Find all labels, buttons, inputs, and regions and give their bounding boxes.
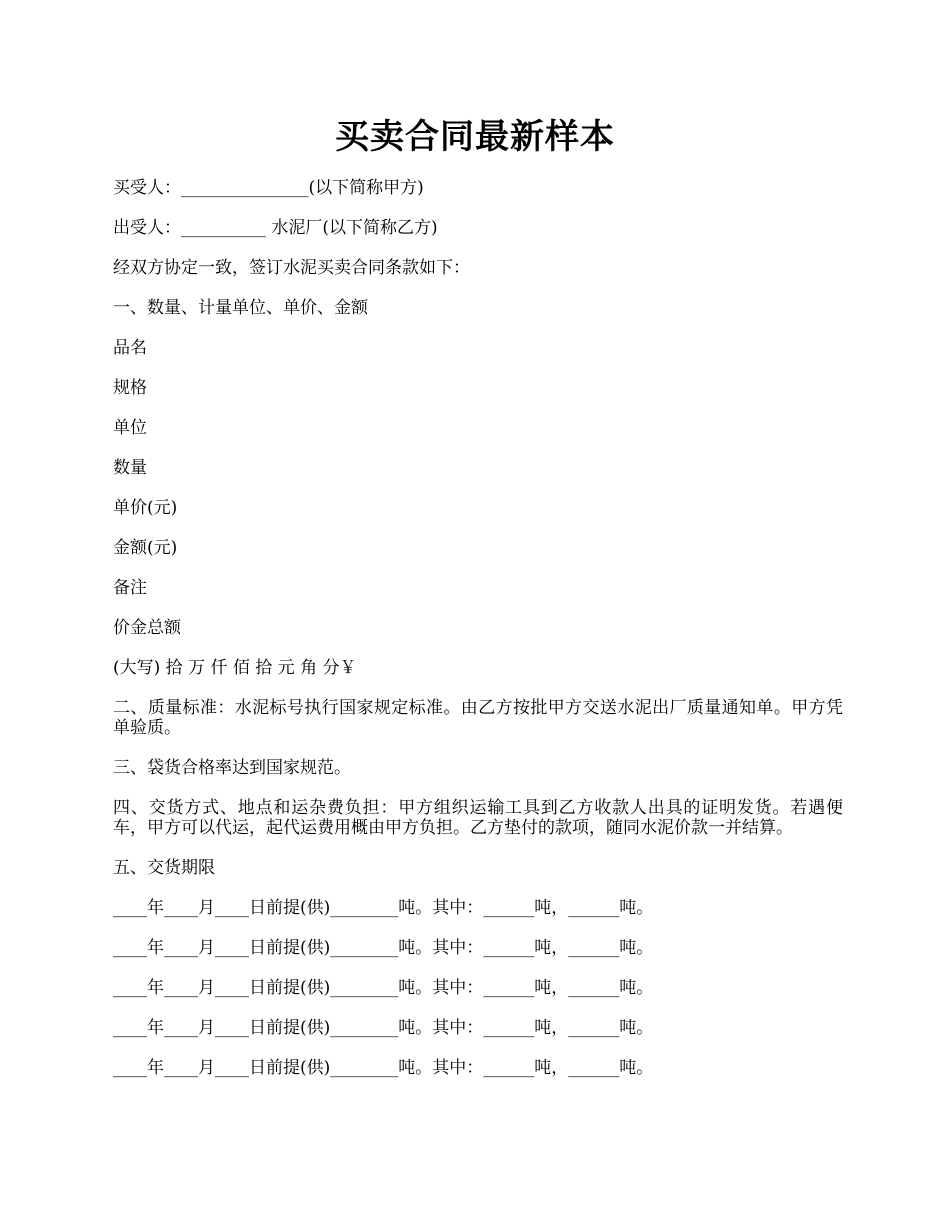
total-in-words-line: (大写) 拾 万 仟 佰 拾 元 角 分￥ bbox=[113, 658, 357, 678]
section-quality-standard: 二、质量标准：水泥标号执行国家规定标准。由乙方按批甲方交送水泥出厂质量通知单。甲方凭单验质。 bbox=[113, 698, 843, 738]
field-product-name: 品名 bbox=[113, 338, 147, 358]
document-title: 买卖合同最新样本 bbox=[335, 117, 615, 157]
section-delivery-method: 四、交货方式、地点和运杂费负担：甲方组织运输工具到乙方收款人出具的证明发货。若遇便车，甲方可以代运，起代运费用概由甲方负担。乙方垫付的款项，随同水泥价款一并结算。 bbox=[113, 798, 843, 838]
delivery-schedule-line: ____年____月____日前提(供)________吨。其中：______吨，______吨。 bbox=[113, 1018, 654, 1038]
delivery-schedule-line: ____年____月____日前提(供)________吨。其中：______吨，______吨。 bbox=[113, 938, 654, 958]
field-quantity: 数量 bbox=[113, 458, 147, 478]
delivery-schedule-line: ____年____月____日前提(供)________吨。其中：______吨，______吨。 bbox=[113, 1058, 654, 1078]
agreement-intro: 经双方协定一致，签订水泥买卖合同条款如下： bbox=[113, 258, 470, 278]
field-specification: 规格 bbox=[113, 378, 147, 398]
delivery-schedule-line: ____年____月____日前提(供)________吨。其中：______吨，______吨。 bbox=[113, 978, 654, 998]
field-amount: 金额(元) bbox=[113, 538, 178, 558]
field-remarks: 备注 bbox=[113, 578, 147, 598]
buyer-line: 买受人：_______________(以下简称甲方) bbox=[113, 178, 424, 198]
section-delivery-deadline: 五、交货期限 bbox=[113, 858, 215, 878]
section-heading-quantity: 一、数量、计量单位、单价、金额 bbox=[113, 298, 368, 318]
section-bag-qualification: 三、袋货合格率达到国家规范。 bbox=[113, 758, 351, 778]
field-unit: 单位 bbox=[113, 418, 147, 438]
field-unit-price: 单价(元) bbox=[113, 498, 178, 518]
delivery-schedule-line: ____年____月____日前提(供)________吨。其中：______吨，______吨。 bbox=[113, 898, 654, 918]
document-body bbox=[113, 178, 843, 1098]
field-total-price: 价金总额 bbox=[113, 618, 181, 638]
seller-line: 出受人：__________ 水泥厂(以下简称乙方) bbox=[113, 218, 438, 238]
